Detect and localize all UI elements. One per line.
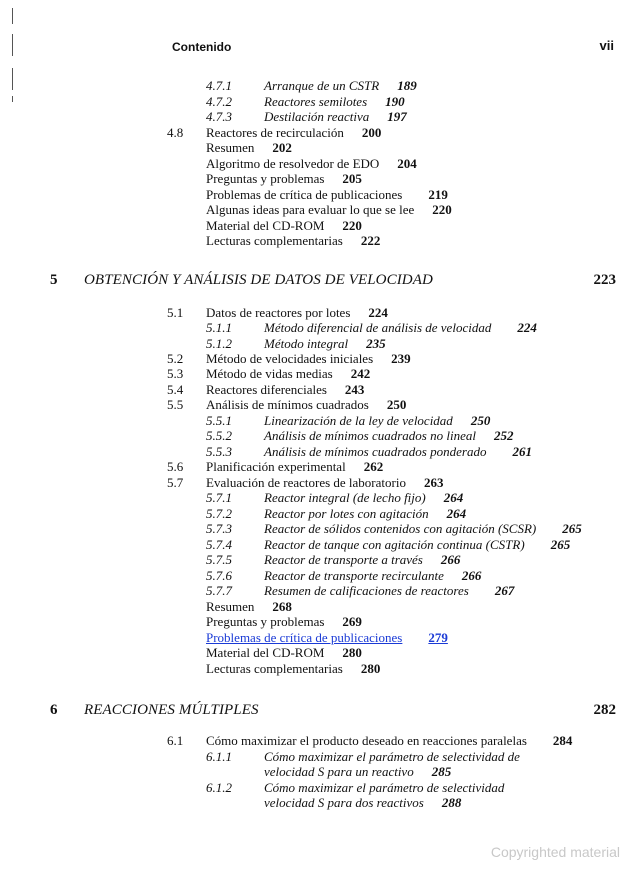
toc-entry[interactable]: Reactores de recirculación 200 xyxy=(206,125,382,140)
toc-num: 5.7.2 xyxy=(206,506,232,521)
toc-num: 6.1.1 xyxy=(206,749,232,764)
toc-entry[interactable]: Reactor por lotes con agitación 264 xyxy=(264,506,467,521)
toc-entry[interactable]: Linearización de la ley de velocidad 250 xyxy=(264,413,491,428)
toc-entry[interactable]: Reactor de tanque con agitación continua (CSTR) 265 xyxy=(264,537,571,552)
copyright-watermark: Copyrighted material xyxy=(490,844,620,860)
toc-num: 4.7.1 xyxy=(206,78,232,93)
toc-entry[interactable]: Problemas de crítica de publicaciones 219 xyxy=(206,187,448,202)
page-number: vii xyxy=(599,38,614,53)
toc-entry[interactable]: Reactor de transporte recirculante 266 xyxy=(264,568,482,583)
toc-num: 5.1.2 xyxy=(206,336,232,351)
toc-num: 4.8 xyxy=(167,125,184,140)
toc-entry[interactable]: Cómo maximizar el parámetro de selectividad xyxy=(264,780,505,795)
toc-num: 5.7.1 xyxy=(206,490,232,505)
toc-entry[interactable]: Análisis de mínimos cuadrados ponderado 261 xyxy=(264,444,532,459)
toc-entry[interactable]: Cómo maximizar el parámetro de selectividad de xyxy=(264,749,520,764)
toc-num: 5.5.2 xyxy=(206,428,232,443)
toc-num: 5.7.4 xyxy=(206,537,232,552)
toc-entry[interactable]: Análisis de mínimos cuadrados no lineal 252 xyxy=(264,428,514,443)
toc-entry[interactable]: Algoritmo de resolvedor de EDO 204 xyxy=(206,156,417,171)
toc-num: 5.7.5 xyxy=(206,552,232,567)
toc-num: 5.7 xyxy=(167,475,184,490)
margin-mark-3 xyxy=(12,68,13,90)
toc-entry[interactable]: Algunas ideas para evaluar lo que se lee 220 xyxy=(206,202,452,217)
toc-entry[interactable]: Material del CD-ROM 220 xyxy=(206,218,362,233)
toc-entry[interactable]: velocidad S para un reactivo 285 xyxy=(264,764,452,779)
toc-num: 5.3 xyxy=(167,366,184,381)
toc-num: 4.7.2 xyxy=(206,94,232,109)
toc-entry[interactable]: Reactores diferenciales 243 xyxy=(206,382,365,397)
toc-entry[interactable]: Material del CD-ROM 280 xyxy=(206,645,362,660)
toc-entry[interactable]: Reactor de transporte a través 266 xyxy=(264,552,461,567)
toc-num: 5.2 xyxy=(167,351,184,366)
toc-entry[interactable]: Método diferencial de análisis de velocidad 224 xyxy=(264,320,537,335)
toc-entry[interactable]: Arranque de un CSTR 189 xyxy=(264,78,417,93)
toc-entry[interactable]: Método de vidas medias 242 xyxy=(206,366,371,381)
chapter-page: 223 xyxy=(593,272,616,288)
chapter-page: 282 xyxy=(593,702,616,718)
chapter-number: 5 xyxy=(50,272,58,288)
toc-entry[interactable]: Evaluación de reactores de laboratorio 263 xyxy=(206,475,444,490)
toc-entry[interactable]: Resumen de calificaciones de reactores 267 xyxy=(264,583,515,598)
toc-entry[interactable]: Preguntas y problemas 205 xyxy=(206,171,362,186)
toc-entry[interactable]: Planificación experimental 262 xyxy=(206,459,384,474)
chapter-number: 6 xyxy=(50,702,58,718)
toc-entry[interactable]: Lecturas complementarias 280 xyxy=(206,661,381,676)
toc-entry-link[interactable]: Problemas de crítica de publicaciones 279 xyxy=(206,630,448,645)
toc-entry[interactable]: Destilación reactiva 197 xyxy=(264,109,407,124)
toc-num: 5.4 xyxy=(167,382,184,397)
toc-entry[interactable]: Reactores semilotes 190 xyxy=(264,94,405,109)
toc-num: 5.6 xyxy=(167,459,184,474)
toc-entry[interactable]: Preguntas y problemas 269 xyxy=(206,614,362,629)
margin-mark-4 xyxy=(12,96,13,102)
toc-entry[interactable]: Reactor de sólidos contenidos con agitación (SCSR) 265 xyxy=(264,521,582,536)
toc-num: 5.5.3 xyxy=(206,444,232,459)
margin-mark-2 xyxy=(12,34,13,56)
toc-num: 5.5 xyxy=(167,397,184,412)
toc-num: 5.7.7 xyxy=(206,583,232,598)
toc-entry[interactable]: Resumen 202 xyxy=(206,140,292,155)
toc-num: 5.7.3 xyxy=(206,521,232,536)
chapter-title[interactable]: OBTENCIÓN Y ANÁLISIS DE DATOS DE VELOCIDAD xyxy=(84,272,433,288)
toc-num: 4.7.3 xyxy=(206,109,232,124)
toc-entry[interactable]: Método de velocidades iniciales 239 xyxy=(206,351,411,366)
running-header: Contenido xyxy=(172,40,232,54)
toc-num: 6.1 xyxy=(167,733,184,748)
toc-entry[interactable]: Método integral 235 xyxy=(264,336,386,351)
toc-num: 5.1 xyxy=(167,305,184,320)
margin-mark-1 xyxy=(12,8,13,24)
toc-num: 5.5.1 xyxy=(206,413,232,428)
toc-num: 5.7.6 xyxy=(206,568,232,583)
toc-entry[interactable]: velocidad S para dos reactivos 288 xyxy=(264,795,462,810)
toc-entry[interactable]: Resumen 268 xyxy=(206,599,292,614)
toc-entry[interactable]: Cómo maximizar el producto deseado en reacciones paralelas 284 xyxy=(206,733,573,748)
toc-entry[interactable]: Reactor integral (de lecho fijo) 264 xyxy=(264,490,464,505)
toc-num: 6.1.2 xyxy=(206,780,232,795)
toc-entry[interactable]: Lecturas complementarias 222 xyxy=(206,233,381,248)
toc-num: 5.1.1 xyxy=(206,320,232,335)
toc-entry[interactable]: Análisis de mínimos cuadrados 250 xyxy=(206,397,407,412)
chapter-title[interactable]: REACCIONES MÚLTIPLES xyxy=(84,702,259,718)
toc-entry[interactable]: Datos de reactores por lotes 224 xyxy=(206,305,388,320)
